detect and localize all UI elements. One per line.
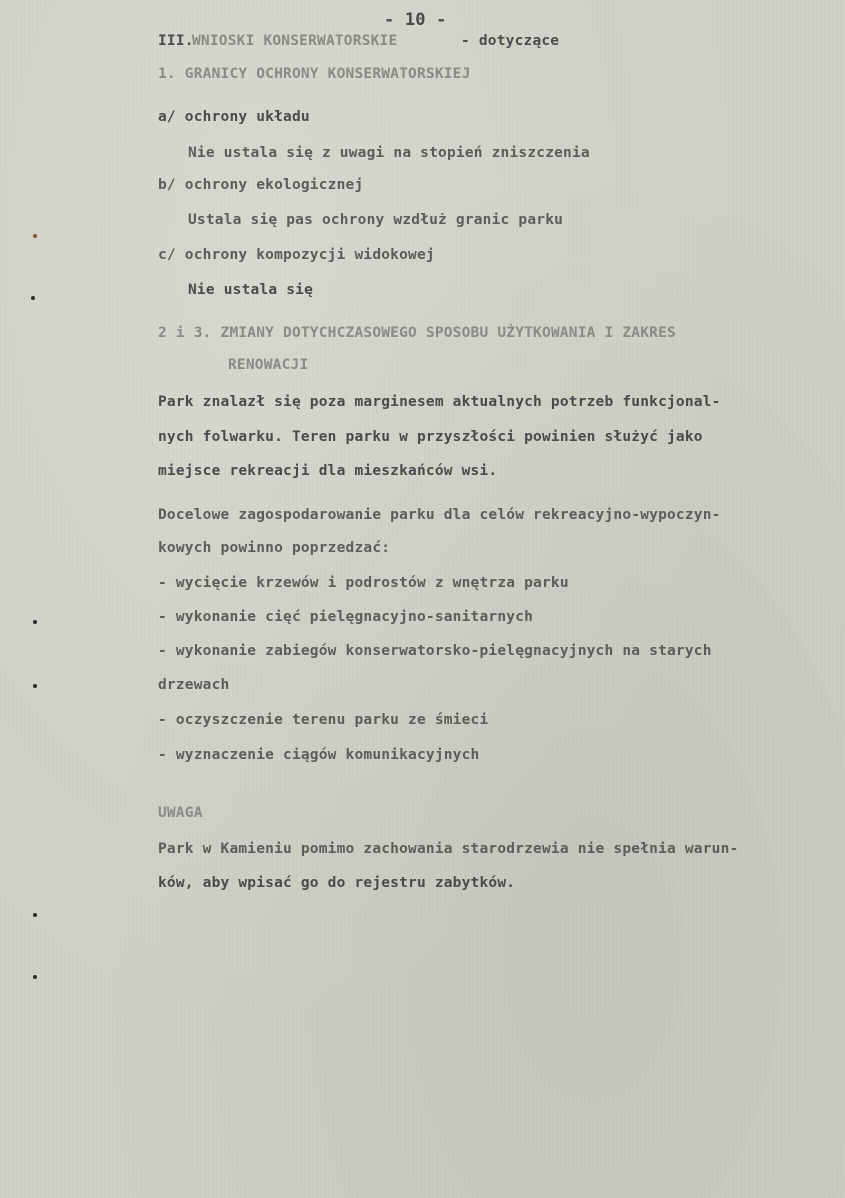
page-number: - 10 - [384, 10, 447, 30]
punch-hole-mark [33, 684, 37, 688]
list-item: - oczyszczenie terenu parku ze śmieci [158, 712, 489, 728]
punch-hole-mark [33, 975, 37, 979]
list-item: - wykonanie cięć pielęgnacyjno-sanitarnych [158, 609, 534, 625]
paragraph-line: nych folwarku. Teren parku w przyszłości powinien służyć jako [158, 429, 703, 445]
paragraph-line: kowych powinno poprzedzać: [158, 540, 391, 556]
list-item: - wycięcie krzewów i podrostów z wnętrza parku [158, 575, 569, 591]
list-item: drzewach [158, 677, 230, 693]
item-a-label: a/ ochrony układu [158, 109, 310, 125]
punch-hole-mark [33, 234, 37, 238]
note-heading: UWAGA [158, 805, 203, 821]
section-number: III. [158, 33, 194, 49]
punch-hole-mark [31, 296, 35, 300]
item-c-label: c/ ochrony kompozycji widokowej [158, 247, 435, 263]
list-item: - wyznaczenie ciągów komunikacyjnych [158, 747, 480, 763]
subsection-1-title: 1. GRANICY OCHRONY KONSERWATORSKIEJ [158, 66, 471, 82]
item-b-value: Ustala się pas ochrony wzdłuż granic parku [188, 212, 564, 228]
punch-hole-mark [33, 620, 37, 624]
section-suffix: - dotyczące [461, 33, 560, 49]
paragraph-line: miejsce rekreacji dla mieszkańców wsi. [158, 463, 498, 479]
note-line: ków, aby wpisać go do rejestru zabytków. [158, 875, 516, 891]
item-c-value: Nie ustala się [188, 282, 314, 298]
punch-hole-mark [33, 913, 37, 917]
item-b-label: b/ ochrony ekologicznej [158, 177, 364, 193]
paragraph-line: Docelowe zagospodarowanie parku dla celów rekreacyjno-wypoczyn- [158, 507, 721, 523]
subsection-2-title: 2 i 3. ZMIANY DOTYCHCZASOWEGO SPOSOBU UŻYTKOWANIA I ZAKRES [158, 325, 676, 341]
paragraph-line: Park znalazł się poza marginesem aktualnych potrzeb funkcjonal- [158, 394, 721, 410]
item-a-value: Nie ustala się z uwagi na stopień zniszczenia [188, 145, 590, 161]
list-item: - wykonanie zabiegów konserwatorsko-pielęgnacyjnych na starych [158, 643, 712, 659]
note-line: Park w Kamieniu pomimo zachowania starodrzewia nie spełnia warun- [158, 841, 739, 857]
subsection-2-title-cont: RENOWACJI [228, 357, 309, 373]
section-title: WNIOSKI KONSERWATORSKIE [192, 33, 398, 49]
